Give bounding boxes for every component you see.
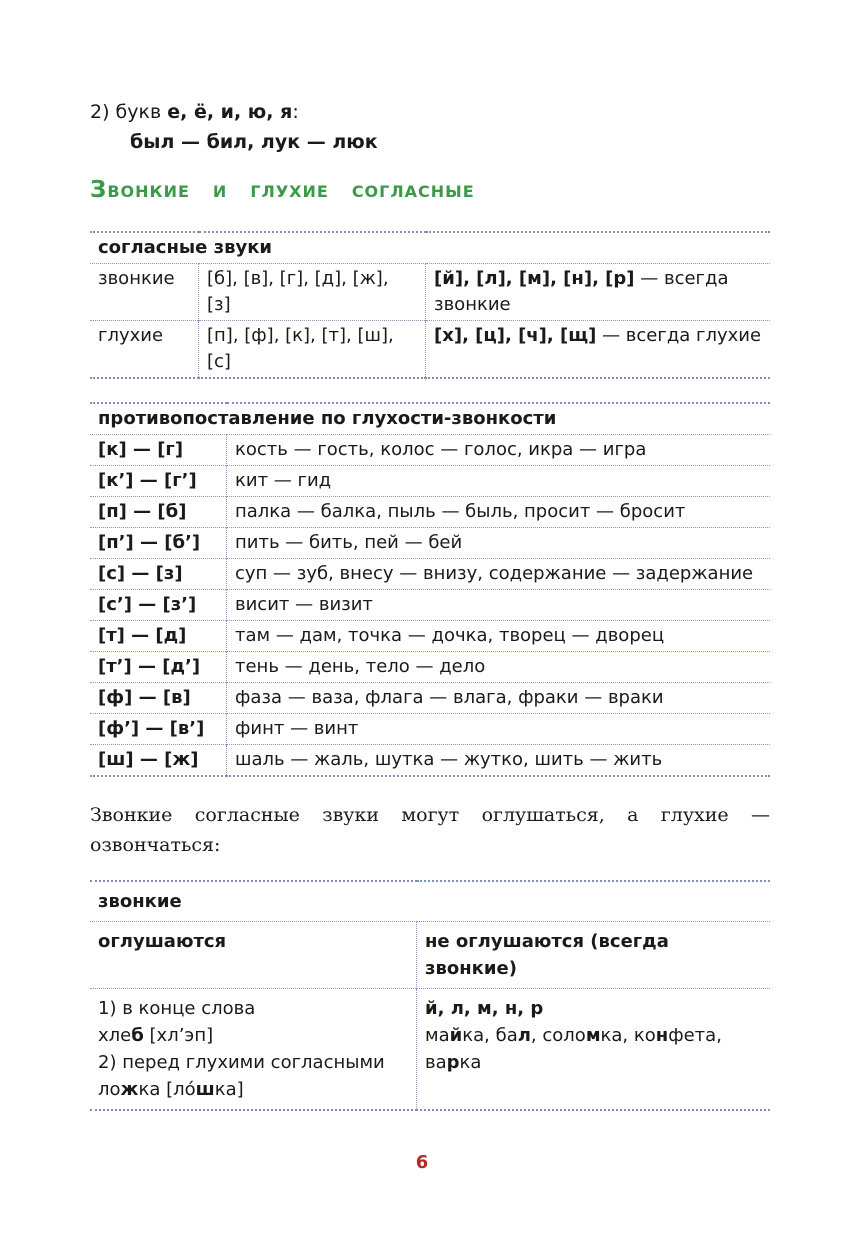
consonant-sounds-table	[90, 231, 770, 379]
word-part: ,	[530, 1025, 543, 1046]
sound-pair: [п’] — [б’]	[90, 528, 227, 559]
example-words: фаза — ваза, флага — влага, фраки — враки	[227, 683, 771, 714]
table-row	[90, 621, 770, 652]
example-2	[98, 1076, 408, 1103]
table-row	[90, 745, 770, 777]
ex-text: [хл’эп]	[143, 1025, 214, 1046]
paragraph: Звонкие согласные звуки могут оглушаться, а глухие — озвончаться:	[90, 804, 770, 856]
intro-suffix: :	[292, 101, 299, 123]
row-sounds: [п], [ф], [к], [т], [ш], [с]	[199, 321, 426, 379]
word-part: ка	[459, 1052, 482, 1073]
table-row	[90, 652, 770, 683]
item-1: 1) в конце слова	[98, 998, 256, 1019]
note-bold: [х], [ц], [ч], [щ]	[434, 325, 597, 346]
col2-header: не оглушаются (всегда звонкие)	[417, 922, 771, 989]
example-words: шаль — жаль, шутка — жутко, шить — жить	[227, 745, 771, 777]
ex-bold: ш	[195, 1079, 215, 1100]
ex-text: ка]	[214, 1079, 244, 1100]
sound-pair: [ф’] — [в’]	[90, 714, 227, 745]
word-bold-letter: м	[585, 1025, 601, 1046]
intro-block	[90, 97, 378, 157]
table-row	[90, 321, 770, 379]
note-text: — всегда глухие	[596, 325, 762, 346]
word-bold-letter: л	[517, 1025, 531, 1046]
example-words: кость — гость, колос — голос, икра — игра	[227, 435, 771, 466]
devoicing-table	[90, 880, 770, 1111]
example-words: там — дам, точка — дочка, творец — дворец	[227, 621, 771, 652]
table-row	[90, 683, 770, 714]
table-row	[90, 264, 770, 321]
word-bold-letter: й	[449, 1025, 463, 1046]
ex-bold: б	[131, 1025, 144, 1046]
example-words: висит — визит	[227, 590, 771, 621]
table-row	[90, 989, 770, 1111]
word-part: соло	[542, 1025, 586, 1046]
example-words: тень — день, тело — дело	[227, 652, 771, 683]
col1-content	[90, 989, 417, 1111]
item-2: 2) перед глухими согласными	[98, 1052, 385, 1073]
row-label: глухие	[90, 321, 199, 379]
note-text: — всегда звонкие	[434, 268, 729, 315]
ex-text: хле	[98, 1025, 132, 1046]
example-words: кит — гид	[227, 466, 771, 497]
word-part: ка,	[462, 1025, 496, 1046]
sound-pair: [т] — [д]	[90, 621, 227, 652]
table2-header: противопоставление по глухости-звонкости	[98, 408, 557, 429]
word-bold-letter: н	[655, 1025, 669, 1046]
ex-text: ло	[98, 1079, 121, 1100]
table1-header: согласные звуки	[98, 237, 273, 258]
table2-body	[90, 435, 770, 777]
table-row	[90, 922, 770, 989]
table-row	[90, 497, 770, 528]
table-row	[90, 714, 770, 745]
row-label: звонкие	[90, 264, 199, 321]
intro-letters: е, ё, и, ю, я	[167, 101, 293, 123]
sound-pair: [ш] — [ж]	[90, 745, 227, 777]
example-words: палка — балка, пыль — быль, просит — бросит	[227, 497, 771, 528]
page-number: 6	[415, 1152, 429, 1173]
sound-pair: [к’] — [г’]	[90, 466, 227, 497]
example-words: суп — зуб, внесу — внизу, содержание — задержание	[227, 559, 771, 590]
always-voiced-letters: й, л, м, н, р	[425, 998, 544, 1019]
section-heading: Звонкие и глухие согласные	[90, 177, 475, 203]
word-bold-letter: р	[446, 1052, 460, 1073]
example-1	[98, 1022, 408, 1049]
example-words: финт — винт	[227, 714, 771, 745]
word-part: ко	[633, 1025, 656, 1046]
col1-header: оглушаются	[90, 922, 417, 989]
row-note	[426, 264, 771, 321]
example-words: пить — бить, пей — бей	[227, 528, 771, 559]
table-row	[90, 559, 770, 590]
sound-pair: [ф] — [в]	[90, 683, 227, 714]
intro-line-1	[90, 97, 378, 127]
table3-header: звонкие	[98, 891, 182, 912]
row-note	[426, 321, 771, 379]
word-part: фета,	[668, 1025, 722, 1046]
intro-prefix: 2) букв	[90, 101, 168, 123]
sound-pair: [т’] — [д’]	[90, 652, 227, 683]
word-part: ка,	[600, 1025, 634, 1046]
ex-bold: ж	[120, 1079, 139, 1100]
sound-pair: [с’] — [з’]	[90, 590, 227, 621]
note-bold: [й], [л], [м], [н], [р]	[434, 268, 635, 289]
table-row	[90, 528, 770, 559]
sound-pair: [п] — [б]	[90, 497, 227, 528]
col2-content	[417, 989, 771, 1111]
intro-line-2: был — бил, лук — люк	[130, 131, 378, 153]
row-sounds: [б], [в], [г], [д], [ж], [з]	[199, 264, 426, 321]
table-row	[90, 590, 770, 621]
sound-pair: [к] — [г]	[90, 435, 227, 466]
ex-text: ка [ло́	[138, 1079, 196, 1100]
example-words	[425, 1022, 762, 1076]
word-part: ма	[425, 1025, 450, 1046]
table-row	[90, 466, 770, 497]
voicing-opposition-table	[90, 402, 770, 777]
sound-pair: [с] — [з]	[90, 559, 227, 590]
word-part: ба	[495, 1025, 518, 1046]
word-part: ва	[425, 1052, 447, 1073]
table-row	[90, 435, 770, 466]
